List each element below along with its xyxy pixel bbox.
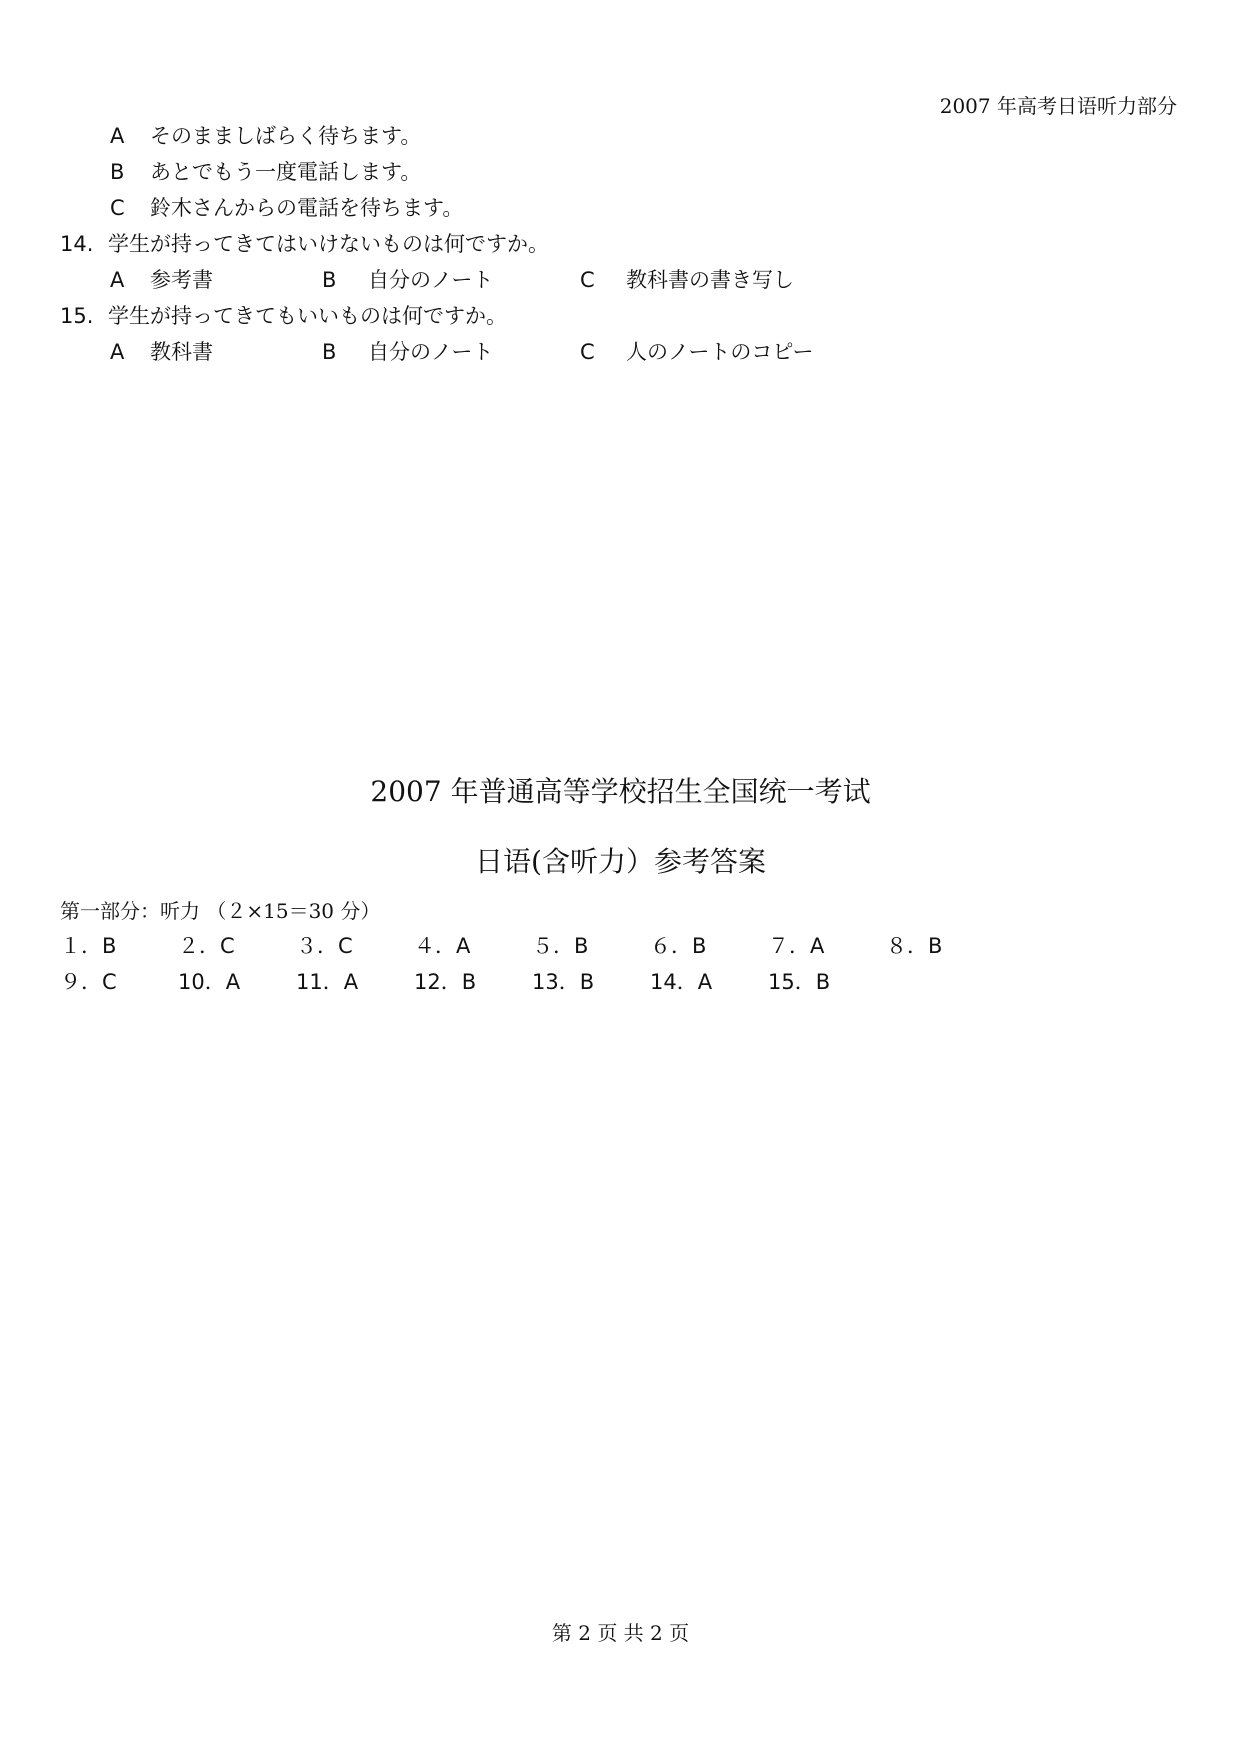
q14-option-c: C 教科書の書き写し (580, 268, 794, 292)
q14-option-a: A 参考書 (110, 268, 213, 292)
answer-item: 14．A (650, 970, 713, 994)
q15-option-b: B 自分のノート (322, 340, 494, 364)
answer-item: 15．B (768, 970, 831, 994)
answer-item: 11．A (296, 970, 359, 994)
answer-item: ６．B (650, 934, 707, 958)
q15-question: 15. 学生が持ってきてもいいものは何ですか。 (60, 304, 507, 328)
q14-question: 14. 学生が持ってきてはいけないものは何ですか。 (60, 232, 549, 256)
page-footer: 第 2 页 共 2 页 (551, 1621, 690, 1645)
q15-option-a: A 教科書 (110, 340, 213, 364)
answer-item: １．B (60, 934, 117, 958)
answer-item: 12．B (414, 970, 477, 994)
answer-key-title: 2007 年普通高等学校招生全国统一考试 (370, 775, 871, 808)
q15-option-c: C 人のノートのコピー (580, 340, 814, 364)
answer-item: ３．C (296, 934, 353, 958)
section-heading: 第一部分：听力 （２×15＝30 分） (60, 899, 381, 923)
q13-option-c: C 鈴木さんからの電話を待ちます。 (110, 196, 464, 220)
q14-option-b: B 自分のノート (322, 268, 494, 292)
q13-option-a: A そのまましばらく待ちます。 (110, 124, 422, 148)
answer-item: ７．A (768, 934, 825, 958)
answer-item: ８．B (886, 934, 943, 958)
answer-item: 10．A (178, 970, 241, 994)
answer-item: ５．B (532, 934, 589, 958)
answer-key-subtitle: 日语(含听力）参考答案 (475, 845, 766, 878)
answer-item: 13．B (532, 970, 595, 994)
answer-item: ９．C (60, 970, 117, 994)
q13-option-b: B あとでもう一度電話します。 (110, 160, 422, 184)
answer-item: ４．A (414, 934, 471, 958)
answer-item: ２．C (178, 934, 235, 958)
page-header: 2007 年高考日语听力部分 (939, 94, 1177, 118)
